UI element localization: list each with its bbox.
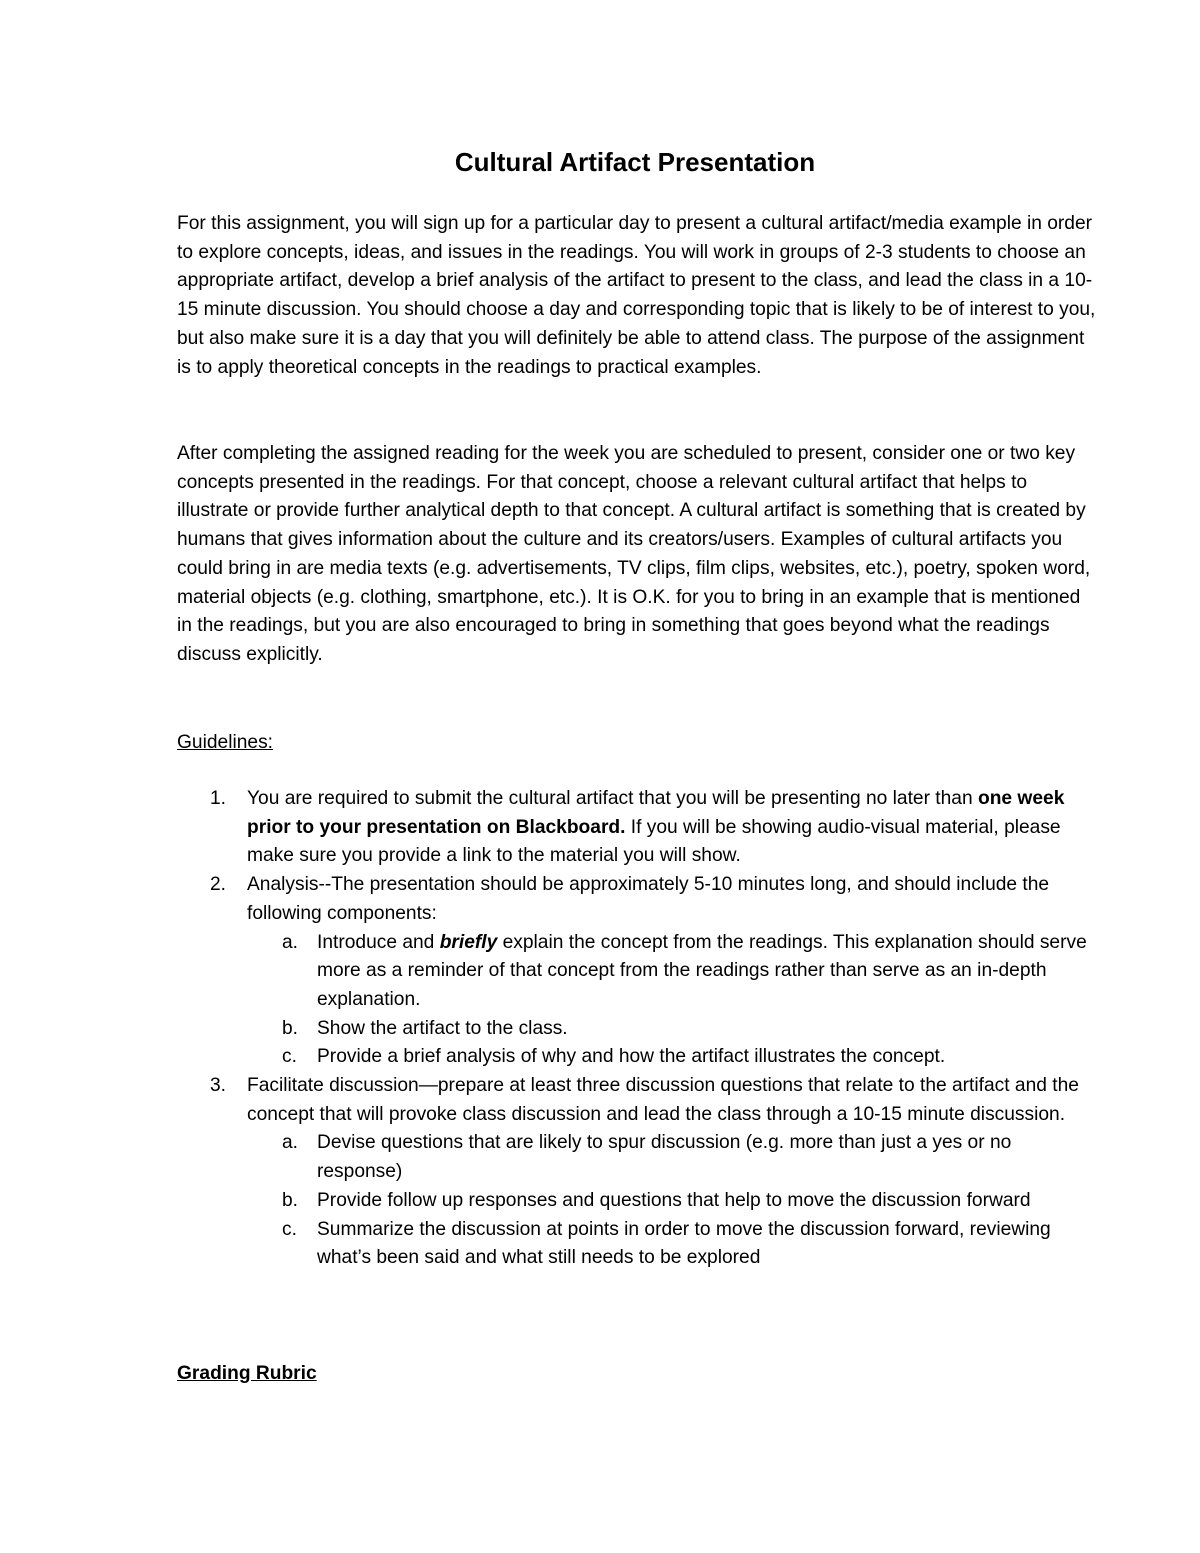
sub-list-item (177, 1043, 1097, 1072)
submission-text-end: If you will be showing audio-visual material, please make sure you provide a link to the material you will show. (247, 816, 1061, 867)
sub-list-item-text: Show the artifact to the class. (317, 1017, 568, 1039)
sub-list-item-letter: c. (282, 1046, 297, 1068)
grading-rubric-heading: Grading Rubric (177, 1363, 317, 1384)
briefly-emphasis: briefly (439, 931, 498, 953)
list-item (177, 871, 1097, 928)
list-item-number: 2. (210, 874, 227, 896)
deadline-emphasis: one week prior to your presentation on Blackboard. (247, 788, 1065, 838)
list-item (177, 1072, 1097, 1129)
guidelines-list (177, 785, 1097, 1273)
guidelines-heading: Guidelines: (177, 732, 273, 753)
introduce-text: Introduce and (317, 931, 440, 953)
list-item-text: Facilitate discussion—prepare at least three discussion questions that relate to the artifact and the concept that will provoke class discussion and lead the class through a 10-15 minute discussion. (247, 1075, 1079, 1125)
sub-list-item (177, 1015, 1097, 1044)
list-item-number: 1. (210, 788, 227, 809)
sub-list-item-letter: b. (282, 1189, 299, 1211)
list-item (177, 785, 1097, 871)
instructions-paragraph-text: After completing the assigned reading for the week you are scheduled to present, consider one or two key concepts presented in the readings. For that concept, choose a relevant cultural artifact that helps to illustrate or provide further analytical depth to that concept. A cultural artifact is something that is created by humans that gives information about the culture and its creators/users. Examples of cultural artifacts you could bring in are media texts (e.g. advertisements, TV clips, film clips, websites, etc.), poetry, spoken word, material objects (e.g. clothing, smartphone, etc.). It is O.K. for you to bring in an example that is mentioned in the readings, but you are also encouraged to bring in something that goes beyond what the readings discuss explicitly. (177, 443, 1091, 665)
sub-list-item-text: Provide a brief analysis of why and how the artifact illustrates the concept. (317, 1046, 946, 1068)
list-item-text (247, 785, 1097, 871)
sub-list-item-text: Provide follow up responses and questions that help to move the discussion forward (317, 1189, 1031, 1211)
sub-list-item-text (317, 929, 1097, 1015)
introduce-text-end: explain the concept from the readings. This explanation should serve more as a reminder of that concept from the readings rather than serve as an in-depth explanation. (317, 931, 1087, 1010)
sub-list-item-text: Summarize the discussion at points in order to move the discussion forward, reviewing what’s been said and what still needs to be explored (317, 1218, 1051, 1269)
sub-list-item-text: Devise questions that are likely to spur discussion (e.g. more than just a yes or no response) (317, 1132, 1012, 1183)
intro-paragraph (177, 210, 1097, 382)
intro-paragraph-text: For this assignment, you will sign up for a particular day to present a cultural artifact/media example in order to explore concepts, ideas, and issues in the readings. You will work in groups of 2-3 students to choose an appropriate artifact, develop a brief analysis of the artifact to present to the class, and lead the class in a 10-15 minute discussion. You should choose a day and corresponding topic that is likely to be of interest to you, but also make sure it is a day that you will definitely be able to attend class. The purpose of the assignment is to apply theoretical concepts in the readings to practical examples. (177, 213, 1096, 378)
submission-text: You are required to submit the cultural artifact that you will be presenting no later than (247, 788, 978, 809)
sub-list-item-letter: a. (282, 931, 299, 953)
sub-list-item (177, 1187, 1097, 1216)
list-item-number: 3. (210, 1075, 227, 1097)
page-title: Cultural Artifact Presentation (454, 147, 816, 177)
sub-list-item-letter: c. (282, 1218, 297, 1240)
sub-list-item (177, 929, 1097, 1015)
instructions-paragraph (177, 440, 1097, 670)
sub-list-item-letter: b. (282, 1017, 299, 1039)
sub-list-item-letter: a. (282, 1132, 299, 1154)
sub-list-item (177, 1129, 1097, 1186)
list-item-text: Analysis--The presentation should be approximately 5-10 minutes long, and should include the following components: (247, 874, 1050, 924)
sub-list-item (177, 1216, 1097, 1273)
